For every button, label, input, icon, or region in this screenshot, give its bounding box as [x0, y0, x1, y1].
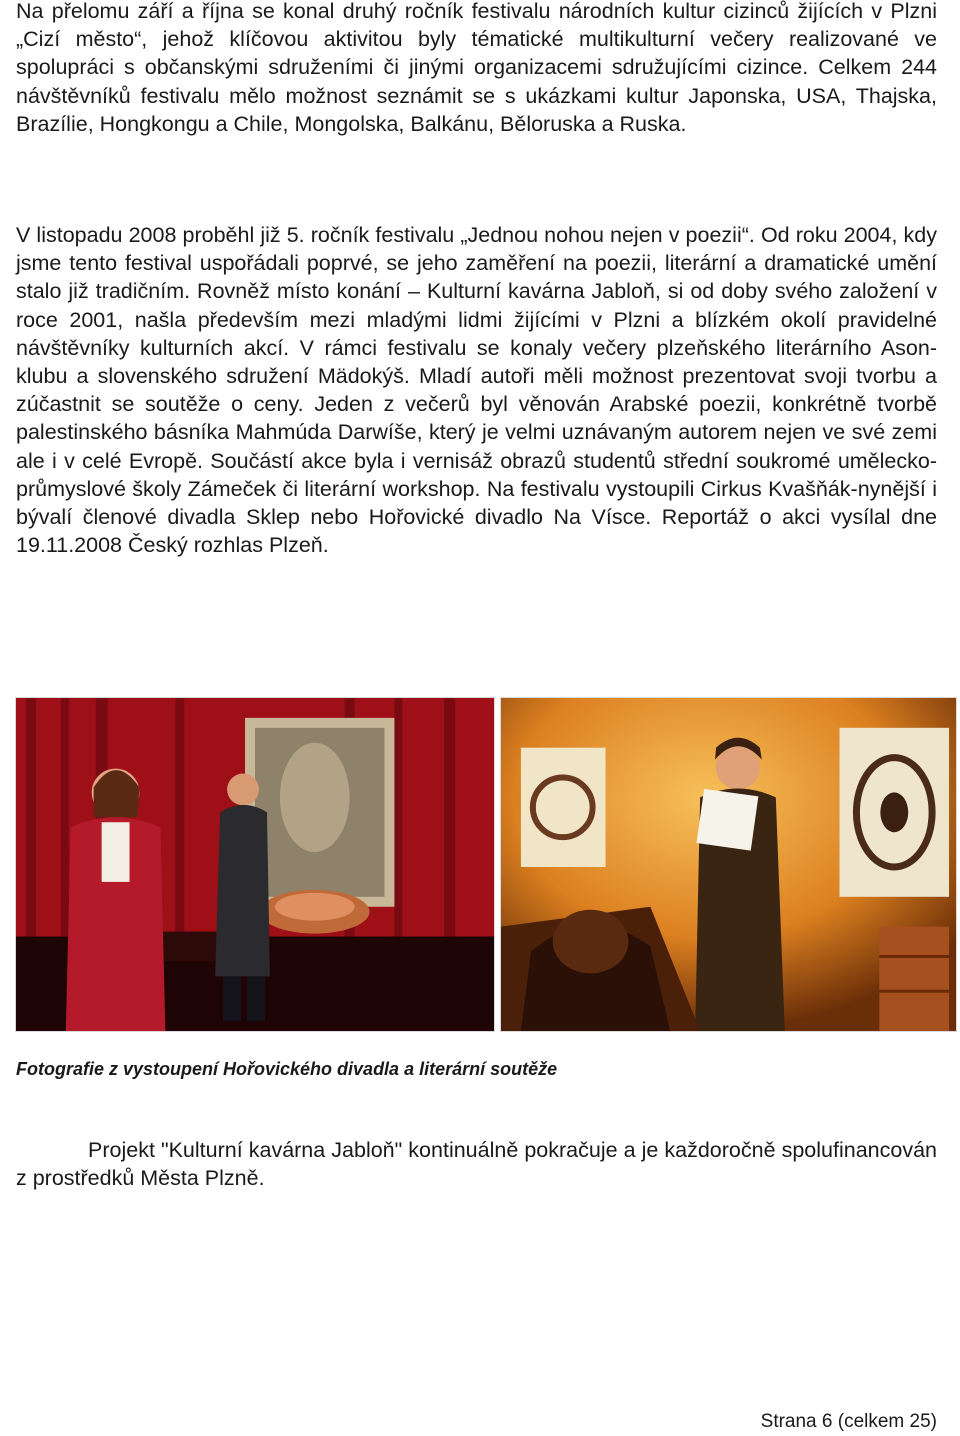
photo-reading-illustration	[501, 698, 956, 1031]
photo-poetry-reading	[500, 697, 957, 1032]
paragraph-festival-poezie: V listopadu 2008 proběhl již 5. ročník festivalu „Jednou nohou nejen v poezii“. Od roku 2004, kdy jsme tento festival uspořádali poprvé, se jeho zaměření na poezii, literární a dramatické umění stalo již tradičním. Rovněž místo konání – Kulturní kavárna Jabloň, si od doby svého založení v roce 2001, našla především mezi mladými lidmi žijícími v Plzni a blízkém okolí pravidelné návštěvníky kulturních akcí. V rámci festivalu se konaly večery plzeňského literárního Ason-klubu a slovenského sdružení Mädokýš. Mladí autoři měli možnost prezentovat svoji tvorbu a zúčastnit se soutěže o ceny. Jeden z večerů byl věnován Arabské poezii, konkrétně tvorbě palestinského básníka Mahmúda Darwíše, který je velmi uznávaným autorem nejen ve své zemi ale i v celé Evropě. Součástí akce byla i vernisáž obrazů studentů střední soukromé umělecko-průmyslové školy Zámeček či literární workshop. Na festivalu vystoupili Cirkus Kvašňák-nynější i bývalí členové divadla Sklep nebo Hořovické divadlo Na Vísce. Reportáž o akci vysílal dne 19.11.2008 Český rozhlas Plzeň.	[16, 223, 937, 558]
photo-theatre-illustration	[16, 698, 494, 1031]
photo-caption: Fotografie z vystoupení Hořovického divadla a literární soutěže	[16, 1059, 558, 1079]
paragraph-project-funding: Projekt "Kulturní kavárna Jabloň" kontinuálně pokračuje a je každoročně spolufinancován z prostředků Města Plzně.	[16, 1138, 937, 1191]
photo-theatre-performance	[15, 697, 495, 1032]
paragraph-festival-cizi-mesto: Na přelomu září a října se konal druhý ročník festivalu národních kultur cizinců žijících v Plzni „Cizí město“, jehož klíčovou aktivitou byly tématické multikulturní večery realizované ve spolupráci s občanskými sdruženími či jinými organizacemi sdružujícími cizince. Celkem 244 návštěvníků festivalu mělo možnost seznámit se s ukázkami kultur Japonska, USA, Thajska, Brazílie, Hongkongu a Chile, Mongolska, Balkánu, Běloruska a Ruska.	[16, 0, 937, 136]
page-number: Strana 6 (celkem 25)	[760, 1411, 937, 1432]
